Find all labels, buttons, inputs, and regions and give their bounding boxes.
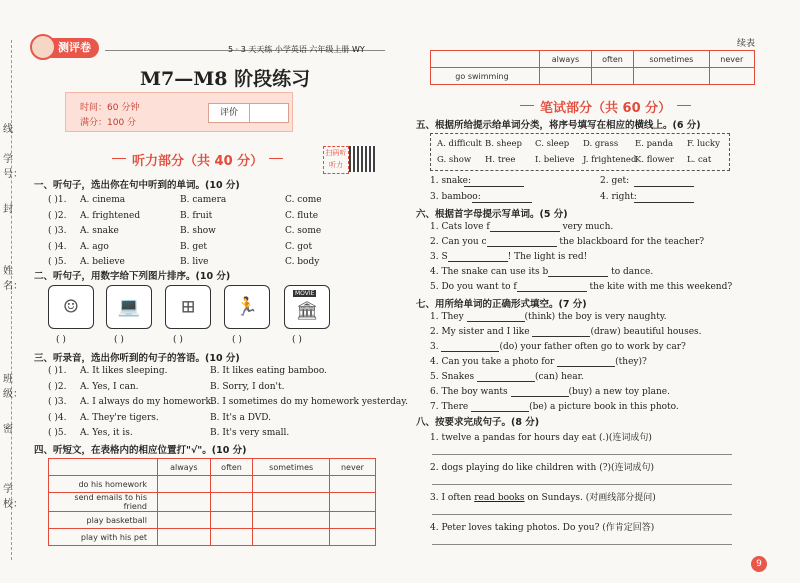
time-score-box	[65, 92, 293, 132]
q1-option-a: A. frightened	[80, 210, 141, 221]
q3-option-a: A. I always do my homework.	[80, 397, 214, 407]
col-often: often	[210, 459, 253, 476]
q1-option-a: A. believe	[80, 257, 125, 267]
category-label: 2. get:	[600, 176, 630, 186]
fill-in-item	[430, 357, 647, 367]
sentence-task	[430, 430, 652, 443]
q5-heading: 五、根据所给提示给单词分类，将序号填写在相应的横线上。(6 分)	[416, 120, 701, 131]
q3-answer-4[interactable]: ( )4.	[48, 412, 67, 423]
task-text: 4. Peter loves taking photos. Do you? (作肯定回答)	[430, 523, 655, 533]
word-bank	[430, 133, 730, 171]
category-answer-line[interactable]	[634, 202, 694, 203]
q3-option-b: B. It's a DVD.	[210, 412, 272, 423]
item-prefix: 2. My sister and I like	[430, 327, 533, 337]
answer-blank[interactable]	[441, 351, 499, 352]
sentence-task	[430, 490, 656, 503]
q1-answer-5[interactable]: ( )5.	[48, 257, 67, 267]
fill-in-item	[430, 372, 584, 382]
q4-heading: 四、听短文，在表格内的相应位置打"√"。(10 分)	[34, 445, 247, 456]
q2-answer-3[interactable]: ( )	[173, 335, 183, 345]
q2-answer-2[interactable]: ( )	[114, 335, 124, 345]
binding-spine	[0, 0, 22, 583]
table-row: do his homework	[49, 476, 376, 493]
girl-eating-icon: ☺	[62, 296, 80, 318]
category-answer-line[interactable]	[634, 186, 694, 187]
q3-option-b: B. Sorry, I don't.	[210, 381, 285, 392]
task-suffix: on Sundays. (对画线部分提问)	[524, 493, 656, 503]
fill-in-item	[430, 267, 653, 277]
fill-in-item	[430, 327, 702, 337]
boy-laptop-icon: 💻	[117, 296, 141, 318]
q1-answer-4[interactable]: ( )4.	[48, 241, 67, 252]
fill-in-item	[430, 387, 670, 397]
q3-answer-1[interactable]: ( )1.	[48, 366, 67, 376]
task-text: 2. dogs playing do like children with (?)(连词成句)	[430, 463, 655, 473]
word-option: F. lucky	[687, 139, 720, 149]
boy-running-icon: 🏃	[235, 296, 259, 318]
q3-option-a: A. They're tigers.	[80, 412, 159, 423]
answer-line[interactable]	[432, 454, 732, 455]
picture-boy-running	[224, 285, 270, 329]
q2-heading: 二、听句子，用数字给下列图片排序。(10 分)	[34, 271, 231, 282]
category-label: 1. snake:	[430, 176, 472, 186]
item-prefix: 3.	[430, 342, 442, 352]
word-option: G. show	[437, 155, 472, 165]
word-option: B. sheep	[485, 139, 522, 149]
answer-blank[interactable]	[532, 336, 590, 337]
category-answer-line[interactable]	[472, 202, 532, 203]
item-suffix: ! The light is red!	[507, 252, 588, 262]
q1-option-b: B. get	[180, 241, 208, 252]
mascot-icon	[30, 34, 56, 60]
answer-blank[interactable]	[477, 381, 535, 382]
answer-line[interactable]	[432, 514, 732, 515]
q2-answer-1[interactable]: ( )	[56, 335, 66, 345]
answer-blank[interactable]	[490, 231, 560, 232]
continued-frequency-table	[430, 50, 755, 85]
movie-sign: MOVIE	[295, 290, 315, 297]
q3-option-a: A. Yes, I can.	[80, 381, 139, 392]
continued-label: 续表	[737, 39, 756, 49]
fill-in-item	[430, 402, 679, 412]
item-prefix: 1. They	[430, 312, 467, 322]
fill-in-item	[430, 222, 613, 232]
page-title: M7—M8 阶段练习	[140, 68, 311, 90]
picture-girl-window	[165, 285, 211, 329]
fill-in-item	[430, 237, 704, 247]
answer-blank[interactable]	[517, 291, 587, 292]
q2-answer-4[interactable]: ( )	[232, 335, 242, 345]
category-answer-line[interactable]	[464, 186, 524, 187]
q1-answer-1[interactable]: ( )1.	[48, 195, 67, 205]
q3-option-a: A. It likes sleeping.	[80, 366, 168, 376]
col-sometimes: sometimes	[634, 51, 709, 68]
spine-student-no: 学号：	[3, 154, 23, 180]
cinema-icon: 🏛	[295, 300, 319, 322]
time-limit: 时间：60 分钟	[80, 103, 140, 113]
spine-mi: 密	[3, 424, 13, 435]
q3-option-a: A. Yes, it is.	[80, 428, 133, 438]
table-row: play with his pet	[49, 529, 376, 546]
col-never: never	[329, 459, 375, 476]
col-always: always	[540, 51, 592, 68]
q1-option-b: B. camera	[180, 195, 227, 205]
q1-option-c: C. come	[285, 195, 322, 205]
answer-blank[interactable]	[548, 276, 608, 277]
q1-option-c: C. body	[285, 257, 320, 267]
q1-option-c: C. flute	[285, 210, 319, 221]
item-prefix: 7. There	[430, 402, 472, 412]
item-prefix: 5. Snakes	[430, 372, 478, 382]
category-label: 3. bamboo:	[430, 192, 481, 202]
col-never: never	[709, 51, 754, 68]
q1-answer-3[interactable]: ( )3.	[48, 226, 67, 236]
table-row: send emails to his friend	[49, 493, 376, 512]
qr-code-icon[interactable]	[349, 146, 375, 172]
test-badge: 测评卷	[32, 38, 99, 58]
q3-option-b: B. I sometimes do my homework yesterday.	[210, 397, 408, 407]
answer-blank[interactable]	[471, 411, 529, 412]
item-suffix: (do) your father often go to work by car?	[499, 342, 686, 352]
q1-heading: 一、听句子，选出你在句中听到的单词。(10 分)	[34, 180, 240, 191]
fill-in-item	[430, 282, 732, 292]
q3-heading: 三、听录音，选出你听到的句子的答语。(10 分)	[34, 353, 240, 364]
item-suffix: very much.	[559, 222, 614, 232]
word-option: E. panda	[635, 139, 674, 149]
sentence-task	[430, 460, 654, 473]
item-prefix: 1. Cats love f	[430, 222, 490, 232]
q3-answer-3[interactable]: ( )3.	[48, 397, 67, 407]
girl-window-icon: ⊞	[180, 296, 196, 318]
word-option: J. frightened	[583, 155, 637, 165]
word-option: I. believe	[535, 155, 575, 165]
answer-blank[interactable]	[511, 396, 569, 397]
item-prefix: 2. Can you c	[430, 237, 487, 247]
q1-option-a: A. snake	[80, 226, 119, 236]
item-suffix: (buy) a new toy plane.	[568, 387, 670, 397]
word-option: D. grass	[583, 139, 619, 149]
q1-option-c: C. some	[285, 226, 322, 236]
q1-option-a: A. cinema	[80, 195, 126, 205]
sentence-task	[430, 520, 654, 533]
answer-blank[interactable]	[557, 366, 615, 367]
answer-blank[interactable]	[467, 321, 525, 322]
item-suffix: (draw) beautiful houses.	[590, 327, 702, 337]
answer-blank[interactable]	[487, 246, 557, 247]
col-always: always	[158, 459, 211, 476]
q1-option-b: B. fruit	[180, 210, 213, 221]
word-option: A. difficult	[437, 139, 482, 149]
book-info: 5 · 3 天天练 小学英语 六年级上册 WY	[228, 45, 365, 54]
spine-feng: 封	[3, 204, 13, 215]
picture-cinema	[284, 285, 330, 329]
fill-in-item	[430, 342, 686, 352]
word-option: C. sleep	[535, 139, 570, 149]
q3-answer-5[interactable]: ( )5.	[48, 428, 67, 438]
page-number: 9	[751, 556, 767, 572]
frequency-table	[48, 458, 376, 546]
q8-heading: 八、按要求完成句子。(8 分)	[416, 417, 540, 428]
grade-label: 评价	[208, 103, 250, 123]
item-suffix: (think) the boy is very naughty.	[524, 312, 667, 322]
word-option: K. flower	[635, 155, 674, 165]
answer-blank[interactable]	[448, 261, 508, 262]
full-score: 满分：100 分	[80, 118, 137, 128]
col-sometimes: sometimes	[253, 459, 329, 476]
item-suffix: the blackboard for the teacher?	[556, 237, 705, 247]
picture-girl-eating	[48, 285, 94, 329]
spine-school: 学校：	[3, 484, 23, 510]
q6-heading: 六、根据首字母提示写单词。(5 分)	[416, 209, 568, 220]
item-prefix: 6. The boy wants	[430, 387, 511, 397]
listening-section-title: 听力部分（共 40 分）	[132, 150, 263, 169]
answer-line[interactable]	[432, 484, 732, 485]
spine-name: 姓名：	[3, 266, 23, 292]
fill-in-item	[430, 252, 587, 262]
word-option: L. cat	[687, 155, 712, 165]
qr-label: 扫码听听力	[323, 146, 349, 174]
q1-option-b: B. show	[180, 226, 216, 236]
q7-heading: 七、用所给单词的正确形式填空。(7 分)	[416, 299, 587, 310]
q2-answer-5[interactable]: ( )	[292, 335, 302, 345]
task-prefix: 3. I often	[430, 493, 475, 503]
q3-option-b: B. It's very small.	[210, 428, 290, 438]
item-suffix: to dance.	[608, 267, 654, 277]
item-suffix: (they)?	[615, 357, 647, 367]
answer-line[interactable]	[432, 544, 732, 545]
q1-answer-2[interactable]: ( )2.	[48, 210, 67, 221]
underlined-phrase: read books	[474, 493, 525, 503]
item-suffix: (can) hear.	[535, 372, 584, 382]
picture-boy-laptop	[106, 285, 152, 329]
table-row: play basketball	[49, 512, 376, 529]
item-suffix: (be) a picture book in this photo.	[529, 402, 679, 412]
item-prefix: 4. The snake can use its b	[430, 267, 549, 277]
spine-class: 班级：	[3, 374, 23, 400]
word-option: H. tree	[485, 155, 516, 165]
q3-answer-2[interactable]: ( )2.	[48, 381, 67, 392]
table-row: go swimming	[431, 68, 755, 85]
item-prefix: 4. Can you take a photo for	[430, 357, 558, 367]
item-prefix: 3. S	[430, 252, 448, 262]
task-text: 1. twelve a pandas for hours day eat (.)(连词成句)	[430, 433, 652, 443]
writing-section-title: 笔试部分（共 60 分）	[540, 97, 671, 116]
q3-option-b: B. It likes eating bamboo.	[210, 366, 327, 376]
spine-xian: 线	[3, 124, 13, 135]
item-suffix: the kite with me this weekend?	[586, 282, 733, 292]
col-often: often	[591, 51, 633, 68]
q1-option-c: C. got	[285, 241, 313, 252]
q1-option-a: A. ago	[80, 241, 109, 252]
item-prefix: 5. Do you want to f	[430, 282, 517, 292]
q1-option-b: B. live	[180, 257, 209, 267]
fill-in-item	[430, 312, 667, 322]
grade-field[interactable]	[249, 103, 289, 123]
category-label: 4. right:	[600, 192, 637, 202]
